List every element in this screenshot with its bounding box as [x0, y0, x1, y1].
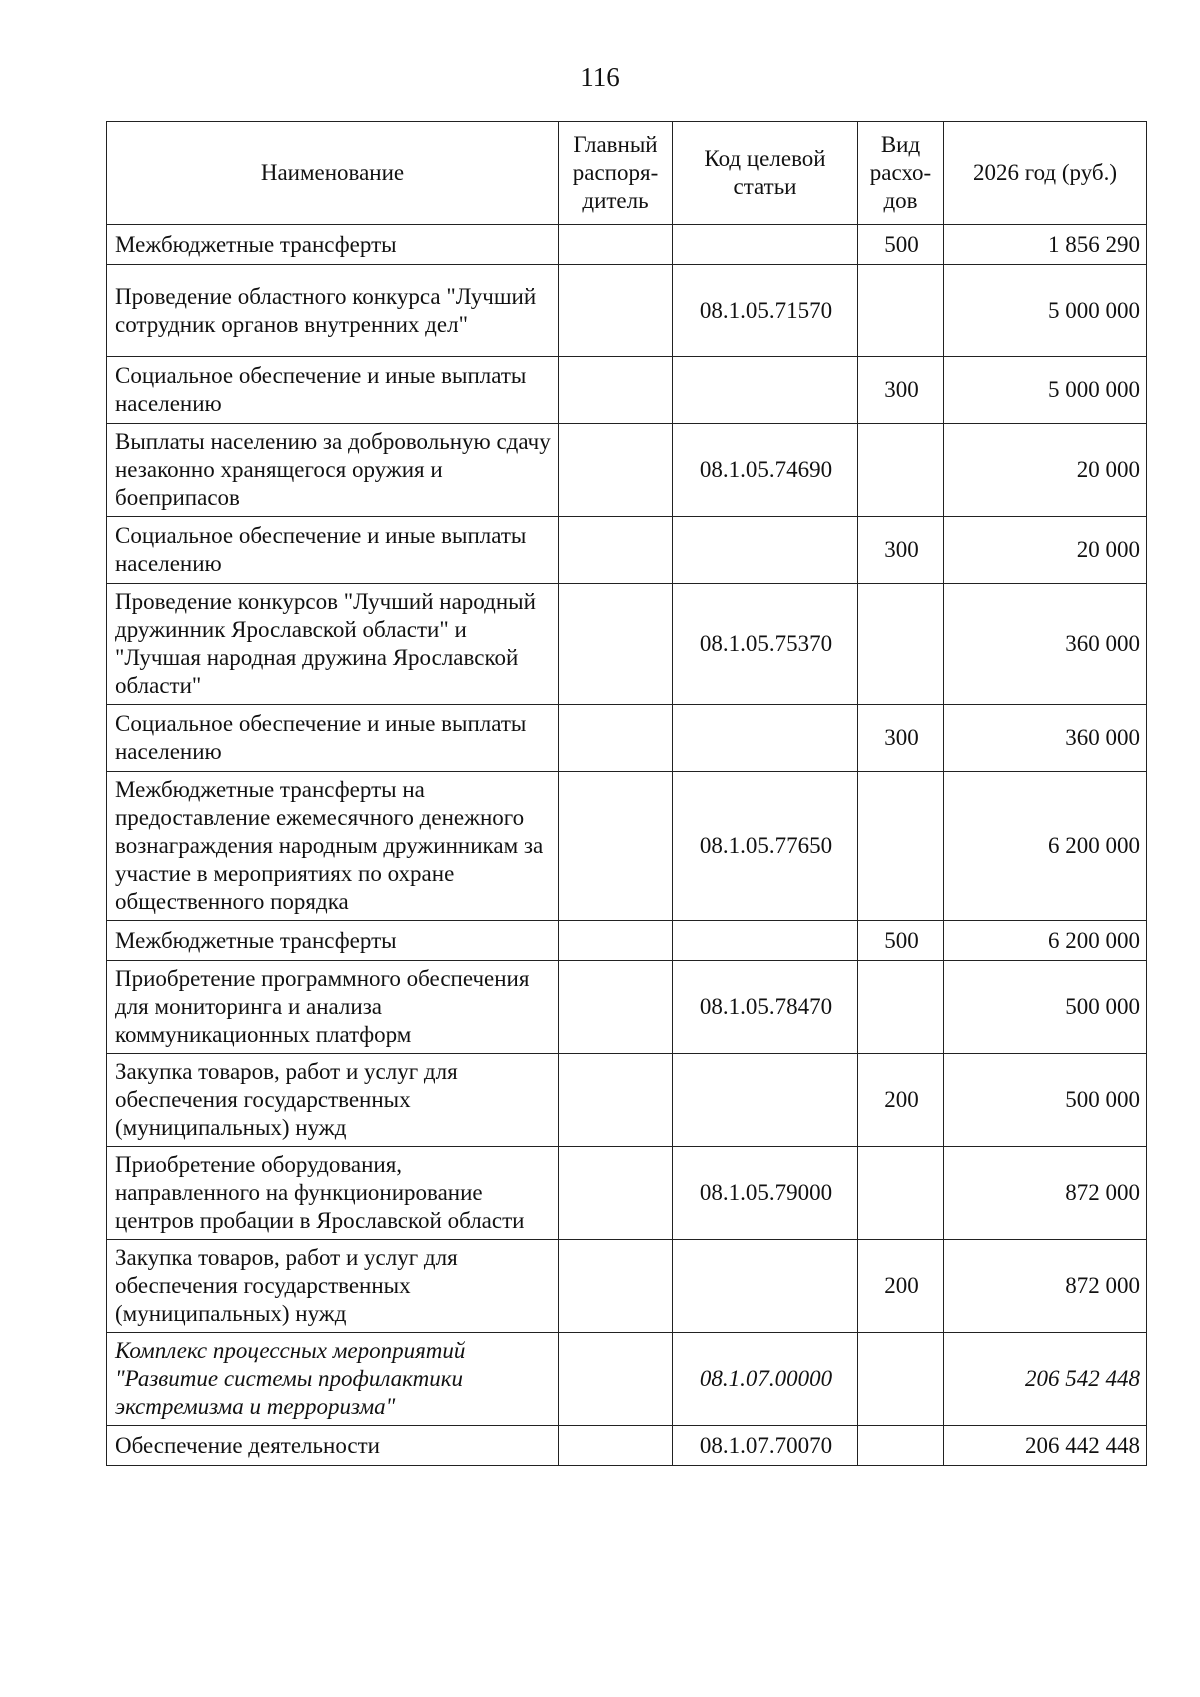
- page-number: 116: [580, 62, 620, 92]
- row-expense-type-cell: [858, 961, 944, 1054]
- row-target-code-cell: 08.1.05.79000: [673, 1147, 858, 1240]
- row-expense-type-cell: [858, 424, 944, 517]
- row-name-cell: Приобретение оборудования, направленного на функционирование центров пробации в Ярославской области: [107, 1147, 559, 1240]
- row-expense-type-cell: [858, 772, 944, 921]
- row-name-cell: Приобретение программного обеспечения для мониторинга и анализа коммуникационных платформ: [107, 961, 559, 1054]
- row-amount-cell: 206 442 448: [944, 1426, 1147, 1466]
- row-chief-administrator-cell: [559, 1426, 673, 1466]
- table-row: [107, 705, 1147, 772]
- row-target-code-cell: 08.1.05.78470: [673, 961, 858, 1054]
- row-amount-cell: 6 200 000: [944, 921, 1147, 961]
- header-target-code: Код целевой статьи: [673, 122, 858, 225]
- header-name: Наименование: [107, 122, 559, 225]
- row-chief-administrator-cell: [559, 772, 673, 921]
- row-chief-administrator-cell: [559, 225, 673, 265]
- table-row: [107, 357, 1147, 424]
- row-amount-cell: 206 542 448: [944, 1333, 1147, 1426]
- table-row: [107, 424, 1147, 517]
- row-chief-administrator-cell: [559, 1054, 673, 1147]
- row-amount-cell: 1 856 290: [944, 225, 1147, 265]
- row-expense-type-cell: [858, 1333, 944, 1426]
- row-amount-cell: 6 200 000: [944, 772, 1147, 921]
- row-target-code-cell: [673, 357, 858, 424]
- row-amount-cell: 5 000 000: [944, 357, 1147, 424]
- row-target-code-cell: 08.1.07.70070: [673, 1426, 858, 1466]
- row-name-cell: Закупка товаров, работ и услуг для обеспечения государственных (муниципальных) нужд: [107, 1240, 559, 1333]
- table-row: [107, 1147, 1147, 1240]
- row-target-code-cell: [673, 1240, 858, 1333]
- row-amount-cell: 872 000: [944, 1147, 1147, 1240]
- row-target-code-cell: [673, 225, 858, 265]
- row-expense-type-cell: 500: [858, 921, 944, 961]
- table-row: [107, 517, 1147, 584]
- table-row: [107, 1333, 1147, 1426]
- row-amount-cell: 360 000: [944, 705, 1147, 772]
- header-expense-type: Вид расхо-дов: [858, 122, 944, 225]
- table-row: [107, 921, 1147, 961]
- row-target-code-cell: [673, 705, 858, 772]
- row-name-cell: Обеспечение деятельности: [107, 1426, 559, 1466]
- row-expense-type-cell: 500: [858, 225, 944, 265]
- row-amount-cell: 5 000 000: [944, 265, 1147, 357]
- table-row: [107, 961, 1147, 1054]
- row-name-cell: Проведение конкурсов "Лучший народный дружинник Ярославской области" и "Лучшая народная дружина Ярославской области": [107, 584, 559, 705]
- header-year-amount: 2026 год (руб.): [944, 122, 1147, 225]
- row-expense-type-cell: [858, 1147, 944, 1240]
- row-chief-administrator-cell: [559, 961, 673, 1054]
- table-row: [107, 1426, 1147, 1466]
- row-expense-type-cell: [858, 1426, 944, 1466]
- row-target-code-cell: [673, 517, 858, 584]
- row-name-cell: Закупка товаров, работ и услуг для обеспечения государственных (муниципальных) нужд: [107, 1054, 559, 1147]
- row-name-cell: Комплекс процессных мероприятий "Развитие системы профилактики экстремизма и терроризма": [107, 1333, 559, 1426]
- row-amount-cell: 360 000: [944, 584, 1147, 705]
- row-name-cell: Межбюджетные трансферты: [107, 225, 559, 265]
- row-name-cell: Социальное обеспечение и иные выплаты населению: [107, 705, 559, 772]
- row-expense-type-cell: 300: [858, 517, 944, 584]
- row-chief-administrator-cell: [559, 1147, 673, 1240]
- row-name-cell: Проведение областного конкурса "Лучший сотрудник органов внутренних дел": [107, 265, 559, 357]
- row-amount-cell: 872 000: [944, 1240, 1147, 1333]
- row-amount-cell: 500 000: [944, 961, 1147, 1054]
- row-expense-type-cell: 200: [858, 1054, 944, 1147]
- table-header-row: [107, 122, 1147, 225]
- row-chief-administrator-cell: [559, 424, 673, 517]
- table-row: [107, 1240, 1147, 1333]
- row-target-code-cell: 08.1.05.77650: [673, 772, 858, 921]
- row-amount-cell: 20 000: [944, 424, 1147, 517]
- row-expense-type-cell: 200: [858, 1240, 944, 1333]
- row-name-cell: Межбюджетные трансферты на предоставление ежемесячного денежного вознаграждения народным дружинникам за участие в мероприятиях по охране общественного порядка: [107, 772, 559, 921]
- row-chief-administrator-cell: [559, 584, 673, 705]
- row-name-cell: Межбюджетные трансферты: [107, 921, 559, 961]
- row-chief-administrator-cell: [559, 1333, 673, 1426]
- row-target-code-cell: 08.1.07.00000: [673, 1333, 858, 1426]
- row-target-code-cell: 08.1.05.71570: [673, 265, 858, 357]
- row-amount-cell: 500 000: [944, 1054, 1147, 1147]
- table-row: [107, 772, 1147, 921]
- row-expense-type-cell: 300: [858, 357, 944, 424]
- row-expense-type-cell: [858, 584, 944, 705]
- row-target-code-cell: 08.1.05.74690: [673, 424, 858, 517]
- row-target-code-cell: 08.1.05.75370: [673, 584, 858, 705]
- row-chief-administrator-cell: [559, 265, 673, 357]
- row-chief-administrator-cell: [559, 921, 673, 961]
- table-row: [107, 225, 1147, 265]
- row-expense-type-cell: [858, 265, 944, 357]
- row-chief-administrator-cell: [559, 517, 673, 584]
- row-target-code-cell: [673, 921, 858, 961]
- row-target-code-cell: [673, 1054, 858, 1147]
- row-chief-administrator-cell: [559, 1240, 673, 1333]
- table-row: [107, 584, 1147, 705]
- table-row: [107, 265, 1147, 357]
- row-name-cell: Социальное обеспечение и иные выплаты населению: [107, 357, 559, 424]
- row-name-cell: Социальное обеспечение и иные выплаты населению: [107, 517, 559, 584]
- row-chief-administrator-cell: [559, 705, 673, 772]
- row-expense-type-cell: 300: [858, 705, 944, 772]
- header-chief-administrator: Главный распоря-дитель: [559, 122, 673, 225]
- row-name-cell: Выплаты населению за добровольную сдачу незаконно хранящегося оружия и боеприпасов: [107, 424, 559, 517]
- row-chief-administrator-cell: [559, 357, 673, 424]
- row-amount-cell: 20 000: [944, 517, 1147, 584]
- table-row: [107, 1054, 1147, 1147]
- budget-table: [106, 121, 1147, 1466]
